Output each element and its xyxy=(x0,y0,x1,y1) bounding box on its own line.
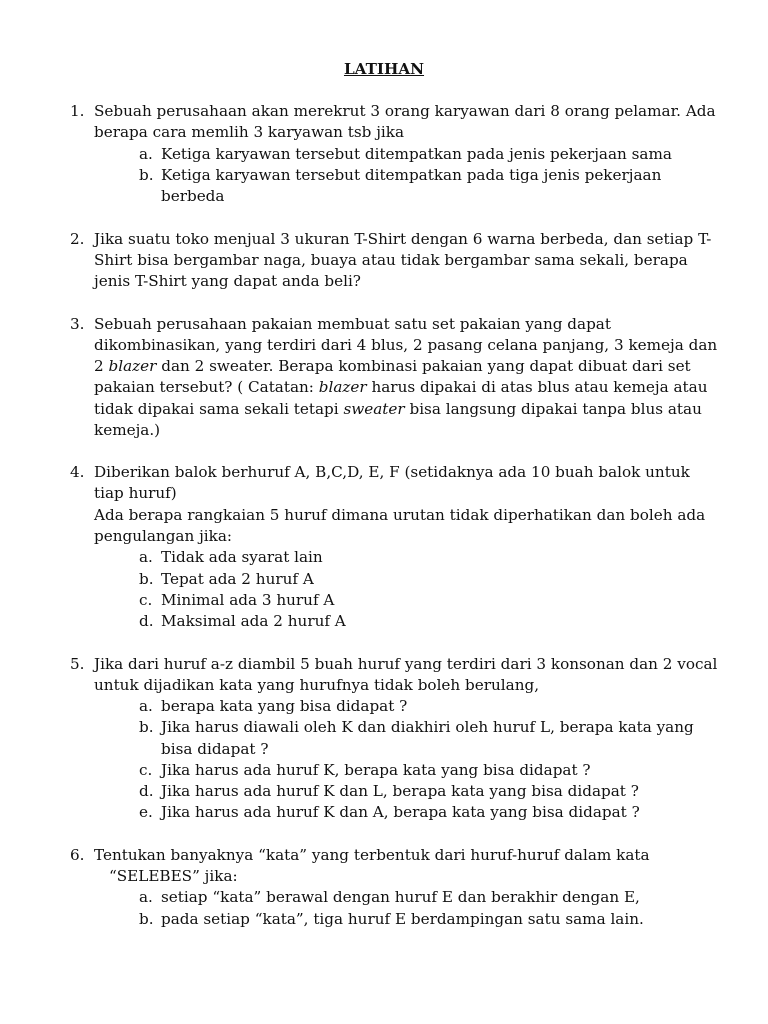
text-run: 2 xyxy=(94,357,109,375)
text-run: pakaian tersebut? ( Catatan: xyxy=(94,378,319,396)
question-number: 2. xyxy=(70,230,85,248)
text-run: dan 2 sweater. Berapa kombinasi pakaian yang dapat dibuat dari set xyxy=(156,357,691,375)
option-text: bisa didapat ? xyxy=(161,740,269,758)
option-marker: b. xyxy=(139,166,154,184)
option-text: Maksimal ada 2 huruf A xyxy=(161,612,346,630)
question-number: 3. xyxy=(70,315,85,333)
question-text: Sebuah perusahaan akan merekrut 3 orang karyawan dari 8 orang pelamar. Ada xyxy=(94,102,716,120)
question-text: Ada berapa rangkaian 5 huruf dimana urutan tidak diperhatikan dan boleh ada xyxy=(94,506,706,524)
italic-term: blazer xyxy=(108,357,157,375)
question-number: 4. xyxy=(70,463,85,481)
option-marker: a. xyxy=(139,548,153,566)
option-text: Jika harus ada huruf K, berapa kata yang bisa didapat ? xyxy=(161,761,591,779)
italic-term: blazer xyxy=(318,378,367,396)
option-text: berapa kata yang bisa didapat ? xyxy=(161,697,408,715)
question-number: 5. xyxy=(70,655,85,673)
option-marker: a. xyxy=(139,888,153,906)
question-text: “SELEBES” jika: xyxy=(109,867,238,885)
question-text: Jika suatu toko menjual 3 ukuran T-Shirt dengan 6 warna berbeda, dan setiap T- xyxy=(94,230,712,248)
option-marker: b. xyxy=(139,570,154,588)
question-text: Diberikan balok berhuruf A, B,C,D, E, F (setidaknya ada 10 buah balok untuk xyxy=(94,463,690,481)
option-marker: e. xyxy=(139,803,153,821)
option-marker: a. xyxy=(139,145,153,163)
question-text xyxy=(94,356,691,377)
option-marker: d. xyxy=(139,612,154,630)
text-run: bisa langsung dipakai tanpa blus atau xyxy=(404,400,702,418)
question-text: Sebuah perusahaan pakaian membuat satu set pakaian yang dapat xyxy=(94,315,611,333)
option-marker: c. xyxy=(139,591,153,609)
option-marker: a. xyxy=(139,697,153,715)
question-text xyxy=(94,399,702,420)
option-text: setiap “kata” berawal dengan huruf E dan berakhir dengan E, xyxy=(161,888,640,906)
question-text xyxy=(94,377,707,398)
option-text: pada setiap “kata”, tiga huruf E berdampingan satu sama lain. xyxy=(161,910,644,928)
question-text: berapa cara memlih 3 karyawan tsb jika xyxy=(94,123,405,141)
option-text: Jika harus ada huruf K dan L, berapa kata yang bisa didapat ? xyxy=(161,782,639,800)
option-text: Jika harus ada huruf K dan A, berapa kata yang bisa didapat ? xyxy=(161,803,640,821)
text-run: tidak dipakai sama sekali tetapi xyxy=(94,400,344,418)
option-marker: d. xyxy=(139,782,154,800)
option-marker: b. xyxy=(139,718,154,736)
question-text: tiap huruf) xyxy=(94,484,177,502)
text-run: harus dipakai di atas blus atau kemeja atau xyxy=(366,378,708,396)
option-text: Ketiga karyawan tersebut ditempatkan pada jenis pekerjaan sama xyxy=(161,145,672,163)
question-text: Tentukan banyaknya “kata” yang terbentuk dari huruf-huruf dalam kata xyxy=(94,846,650,864)
question-number: 6. xyxy=(70,846,85,864)
question-text: pengulangan jika: xyxy=(94,527,233,545)
question-number: 1. xyxy=(70,102,85,120)
question-text: Jika dari huruf a-z diambil 5 buah huruf yang terdiri dari 3 konsonan dan 2 vocal xyxy=(94,655,718,673)
option-text: berbeda xyxy=(161,187,225,205)
question-text: untuk dijadikan kata yang hurufnya tidak boleh berulang, xyxy=(94,676,540,694)
option-text: Tidak ada syarat lain xyxy=(161,548,323,566)
page-title: LATIHAN xyxy=(343,60,425,78)
option-marker: b. xyxy=(139,910,154,928)
question-text: kemeja.) xyxy=(94,421,161,439)
italic-term: sweater xyxy=(343,400,405,418)
option-text: Minimal ada 3 huruf A xyxy=(161,591,335,609)
question-text: Shirt bisa bergambar naga, buaya atau tidak bergambar sama sekali, berapa xyxy=(94,251,688,269)
option-text: Ketiga karyawan tersebut ditempatkan pada tiga jenis pekerjaan xyxy=(161,166,662,184)
option-text: Tepat ada 2 huruf A xyxy=(161,570,314,588)
question-text: dikombinasikan, yang terdiri dari 4 blus, 2 pasang celana panjang, 3 kemeja dan xyxy=(94,336,718,354)
option-text: Jika harus diawali oleh K dan diakhiri oleh huruf L, berapa kata yang xyxy=(161,718,694,736)
option-marker: c. xyxy=(139,761,153,779)
question-text: jenis T-Shirt yang dapat anda beli? xyxy=(94,272,361,290)
